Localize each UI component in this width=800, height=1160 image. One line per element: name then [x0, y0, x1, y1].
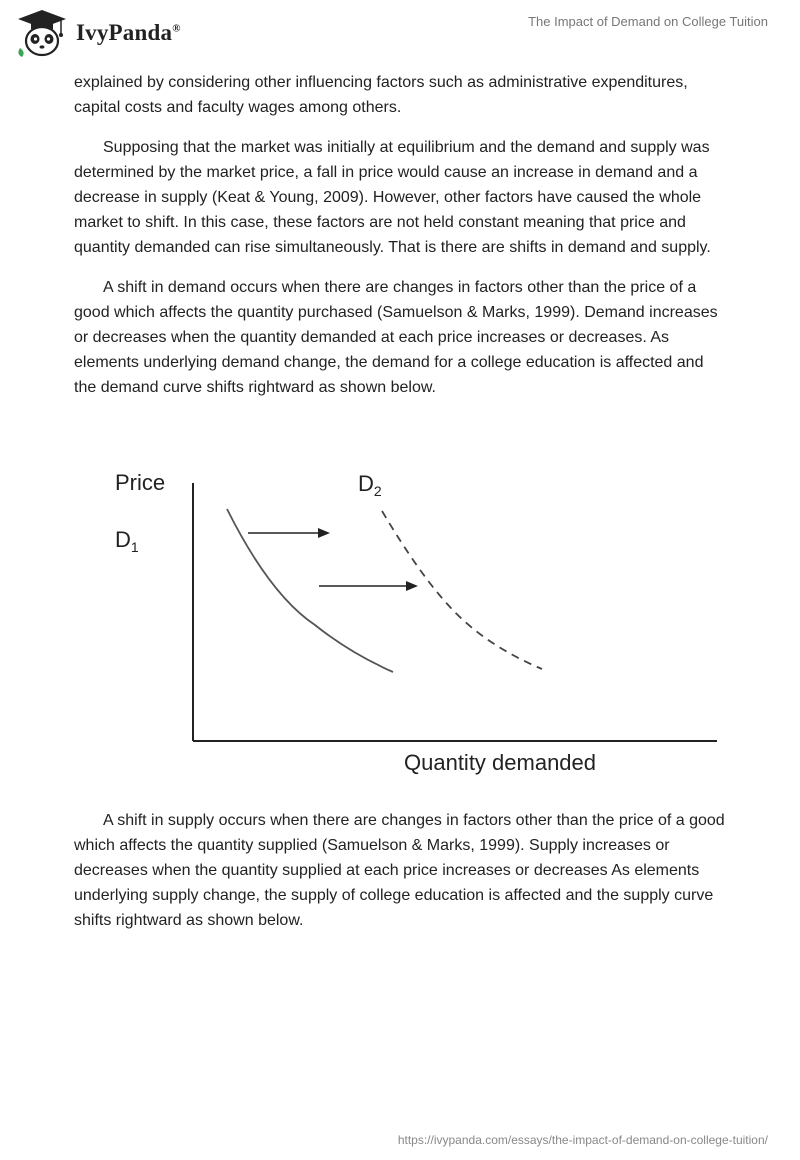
y-axis-label: Price	[115, 470, 166, 495]
essay-body-continued	[74, 808, 726, 933]
shift-arrow-upper-head	[318, 528, 330, 538]
curve-d1-label: $D_1$	[115, 527, 139, 555]
curve-d2-label: $D_2$	[358, 471, 382, 499]
brand-logo[interactable]	[14, 8, 181, 58]
brand-name: IvyPanda®	[76, 20, 181, 45]
demand-shift-graph	[100, 455, 740, 785]
panda-logo-icon	[14, 8, 70, 58]
shift-arrow-lower-head	[406, 581, 418, 591]
document-title: The Impact of Demand on College Tuition	[528, 14, 768, 29]
page-header	[0, 0, 800, 64]
x-axis-label: Quantity demanded	[404, 750, 597, 775]
essay-body	[74, 70, 726, 400]
paragraph-demand-shift: A shift in demand occurs when there are changes in factors other than the price of a good which affects the quantity purchased (Samuelson & Marks, 1999). Demand increases or decreases when the quantity demanded at each price increases or decreases. As elements underlying demand change, the demand for a college education is affected and the demand curve shifts rightward as shown below.	[74, 279, 718, 396]
paragraph-supply-shift: A shift in supply occurs when there are changes in factors other than the price of a good which affects the quantity supplied (Samuelson & Marks, 1999). Supply increases or decreases when the quantity supplied at each price increases or decreases As elements underlying supply change, the supply of college education is affected and the supply curve shifts rightward as shown below.	[74, 812, 725, 929]
paragraph-continuation: explained by considering other influencing factors such as administrative expenditures, capital costs and faculty wages among others.	[74, 74, 688, 116]
paragraph-equilibrium: Supposing that the market was initially at equilibrium and the demand and supply was determined by the market price, a fall in price would cause an increase in demand and a decrease in supply (Keat & Young, 2009). However, other factors have caused the whole market to shift. In this case, these factors are not held constant meaning that price and quantity demanded can rise simultaneously. That is there are shifts in demand and supply.	[74, 139, 711, 256]
demand-shift-figure	[100, 455, 740, 785]
footer-url[interactable]: https://ivypanda.com/essays/the-impact-of-demand-on-college-tuition/	[397, 1133, 768, 1147]
